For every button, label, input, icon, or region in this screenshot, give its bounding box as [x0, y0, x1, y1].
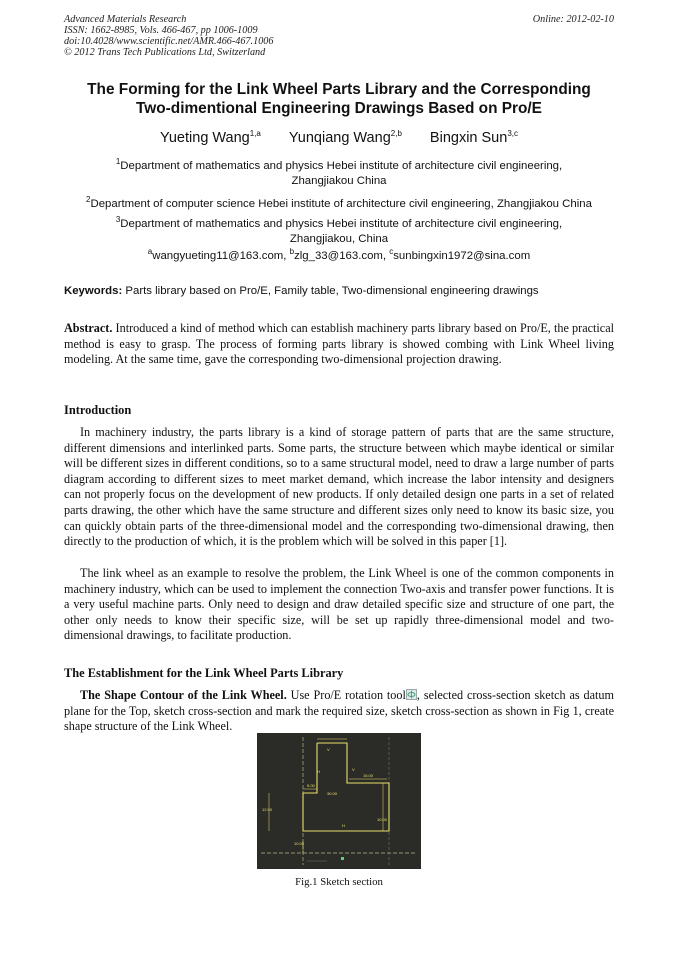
doi-line: doi:10.4028/www.scientific.net/AMR.466-467.1006 — [64, 36, 274, 47]
figure-caption: Fig.1 Sketch section — [295, 876, 383, 888]
dim-label-5: 10.00 — [377, 817, 388, 822]
keywords-label: Keywords: — [64, 285, 123, 297]
section-paragraph: The Shape Contour of the Link Wheel. Use Pro/E rotation tool , selected cross-section sketch as datum plane for the Top, sketch cross-section and mark the required size, sketch cross-section as shown in Fig 1, create shape structure of the Link Wheel. — [64, 688, 614, 734]
author-1: Yueting Wang$^{1,a}$ — [160, 129, 261, 146]
intro-paragraph-1: In machinery industry, the parts library is a kind of storage pattern of parts that are the same structure, different dimensions and interlinked parts. Some parts, the structure between which maybe identical or similar will be different sizes in different conditions, so to a same structural model, need to draw a large number of parts diagram according to different sizes to meet market demand, which increase the labor intensity and designers can not properly focus on the development of new products. If only detailed design one parts in a set of related parts drawing, the other which have the same structure and different sizes only need to know its basic size, you can quickly obtain parts of the three-dimensional model and the corresponding two-dimensional drawing, then directly to the production of which, it is the problem which will be solved in this paper [1]. — [64, 425, 614, 549]
origin-marker — [341, 857, 344, 860]
author-list — [40, 129, 638, 146]
journal-header — [64, 14, 614, 58]
subheading: The Shape Contour of the Link Wheel. — [80, 688, 287, 702]
rotation-tool-icon — [406, 689, 417, 700]
keywords-text: Parts library based on Pro/E, Family table, Two-dimensional engineering drawings — [122, 285, 539, 297]
title-line-1: The Forming for the Link Wheel Parts Library and the Corresponding — [87, 81, 591, 98]
paper-title — [40, 80, 638, 118]
author-3: Bingxin Sun$^{3,c}$ — [429, 129, 518, 146]
journal-name: Advanced Materials Research — [64, 14, 187, 25]
affiliation-1: $^1$Department of mathematics and physics Hebei institute of architecture civil engineering, Zhangjiakou China — [115, 157, 563, 187]
affiliation-2: $^2$Department of computer science Hebei institute of architecture civil engineering, Zhangjiakou China — [86, 195, 592, 210]
dim-label-2: 15.00 — [363, 773, 374, 778]
intro-heading: Introduction — [64, 403, 132, 417]
author-emails: $^a$wangyueting11@163.com, $^b$zlg_33@163.com, $^c$sunbingxin1972@sina.com — [147, 247, 531, 262]
sketch-figure — [257, 733, 421, 869]
intro-paragraph-2: The link wheel as an example to resolve the problem, the Link Wheel is one of the common components in machinery industry, which can be used to implement the connection Two-axis and transfer power functions. It is a very useful machine parts. Only need to design and draw detailed specific size and structure of one part, the other only needs to know their specific size, will be set up rapidly three-dimensional model and two-dimensional drawings, to facilitate production. — [64, 566, 614, 643]
dim-label-1: 5.00 — [307, 783, 315, 788]
dim-label-4: 12.00 — [262, 807, 273, 812]
sketch-section-drawing — [257, 733, 421, 869]
dim-label-6: 10.00 — [294, 841, 305, 846]
dim-label-3: 30.00 — [327, 791, 338, 796]
issn-line: ISSN: 1662-8985, Vols. 466-467, pp 1006-1009 — [64, 25, 258, 36]
abstract — [64, 321, 614, 368]
affiliation-3: $^3$Department of mathematics and physics Hebei institute of architecture civil engineering, Zhangjiakou, China — [115, 215, 563, 245]
constraint-v-1: V — [327, 747, 330, 752]
copyright-line: © 2012 Trans Tech Publications Ltd, Switzerland — [64, 47, 266, 58]
email-c: sunbingxin1972@sina.com — [393, 249, 531, 262]
title-line-2: Two-dimentional Engineering Drawings Based on Pro/E — [136, 100, 542, 117]
keywords — [64, 285, 624, 297]
constraint-h-2: H — [342, 823, 345, 828]
abstract-text: Introduced a kind of method which can establish machinery parts library based on Pro/E, the practical method is easy to grasp. The process of forming parts library is showed combing with Link Wheel living modeling. At the same time, gave the corresponding two-dimensional projection drawing. — [64, 321, 614, 367]
email-b: zlg_33@163.com, — [294, 249, 390, 262]
online-date: Online: 2012-02-10 — [532, 14, 614, 25]
abstract-label: Abstract. — [64, 321, 113, 335]
constraint-v-2: V — [352, 767, 355, 772]
email-a: wangyueting11@163.com, — [152, 249, 290, 262]
section-heading: The Establishment for the Link Wheel Parts Library — [64, 666, 344, 680]
author-2: Yunqiang Wang$^{2,b}$ — [288, 129, 402, 146]
constraint-h-1: H — [317, 769, 320, 774]
